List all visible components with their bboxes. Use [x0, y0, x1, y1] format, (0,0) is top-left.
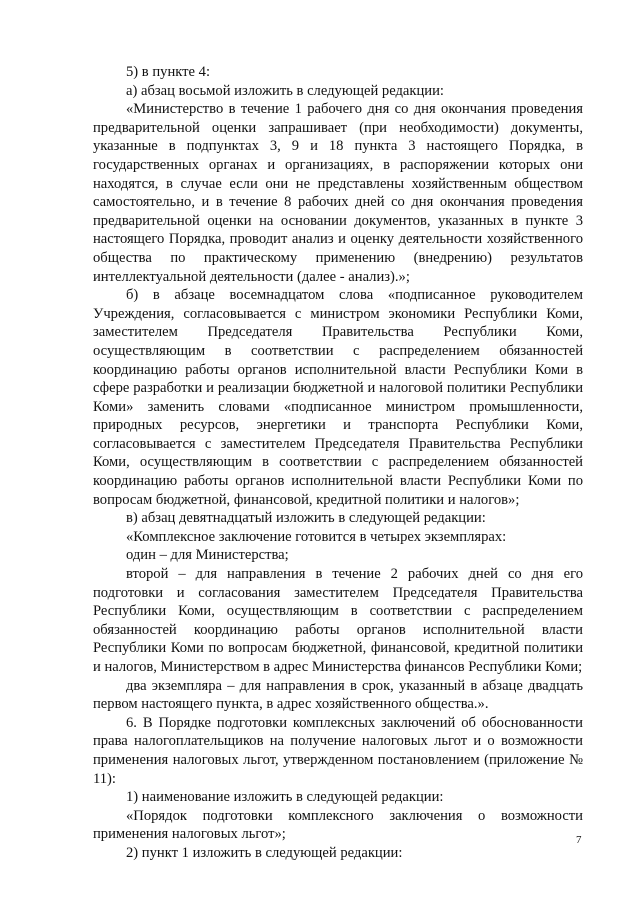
paragraph-subitem-2: 2) пункт 1 изложить в следующей редакции: [126, 844, 403, 861]
paragraph-copy-two: второй – для направления в течение 2 рабочих дней со дня его подготовки и согласования заместителем Председателя Правительства Республики Коми, осуществляющим в соответствии с распределением обязанностей координацию работы органов исполнительной власти Республики Коми по вопросам бюджетной, финансовой, кредитной политики и налогов, Министерством в адрес Министерства финансов Республики Коми; [93, 566, 583, 675]
paragraph-quoted-ministry-procedure: «Министерство в течение 1 рабочего дня со дня окончания проведения предварительной оценки запрашивает (при необходимости) документы, указанные в подпунктах 3, 9 и 18 пункта 3 настоящего Порядка, в государственных органах и организациях, в распоряжении которых они находятся, в случае если они не представлены хозяйственным обществом самостоятельно, и в течение 8 рабочих дней со дня окончания проведения предварительной оценки на основании документов, указанных в пункте 3 настоящего Порядка, проводит анализ и оценку деятельности хозяйственного общества по практическому применению (внедрению) результатов интеллектуальной деятельности (далее - анализ).»; [93, 101, 583, 285]
paragraph-subitem-b: б) в абзаце восемнадцатом слова «подписанное руководителем Учреждения, согласовывается с министром экономики Республики Коми, заместителем Председателя Правительства Республики Коми, осуществляющим в соответствии с распределением обязанностей координацию работы органов исполнительной власти Республики Коми в сфере разработки и реализации бюджетной и налоговой политики Республики Коми» заменить словами «подписанное министром промышленности, природных ресурсов, энергетики и транспорта Республики Коми, согласовывается с заместителем Председателя Правительства Республики Коми, осуществляющим в соответствии с распределением обязанностей координацию работы органов исполнительной власти Республики Коми по вопросам бюджетной, финансовой, кредитной политики и налогов»; [93, 287, 583, 508]
paragraph-subitem-v: в) абзац девятнадцатый изложить в следующей редакции: [126, 510, 486, 527]
paragraph-copy-one: один – для Министерства; [126, 547, 289, 564]
paragraph-conclusion-copies: «Комплексное заключение готовится в четырех экземплярах: [126, 528, 507, 545]
paragraph-copy-three-four: два экземпляра – для направления в срок, указанный в абзаце двадцать первом настоящего пункта, в адрес хозяйственного общества.». [93, 677, 583, 713]
paragraph-subitem-a: а) абзац восьмой изложить в следующей редакции: [126, 82, 444, 99]
paragraph-item-5: 5) в пункте 4: [126, 64, 211, 80]
document-body [93, 63, 583, 863]
page-number: 7 [576, 834, 582, 846]
paragraph-new-title: «Порядок подготовки комплексного заключения о возможности применения налоговых льгот»; [93, 807, 583, 843]
paragraph-subitem-1: 1) наименование изложить в следующей редакции: [126, 789, 444, 806]
paragraph-item-6: 6. В Порядке подготовки комплексных заключений об обоснованности права налогоплательщиков на получение налоговых льгот и о возможности применения налоговых льгот, утвержденном постановлением (приложение № 11): [93, 714, 583, 787]
